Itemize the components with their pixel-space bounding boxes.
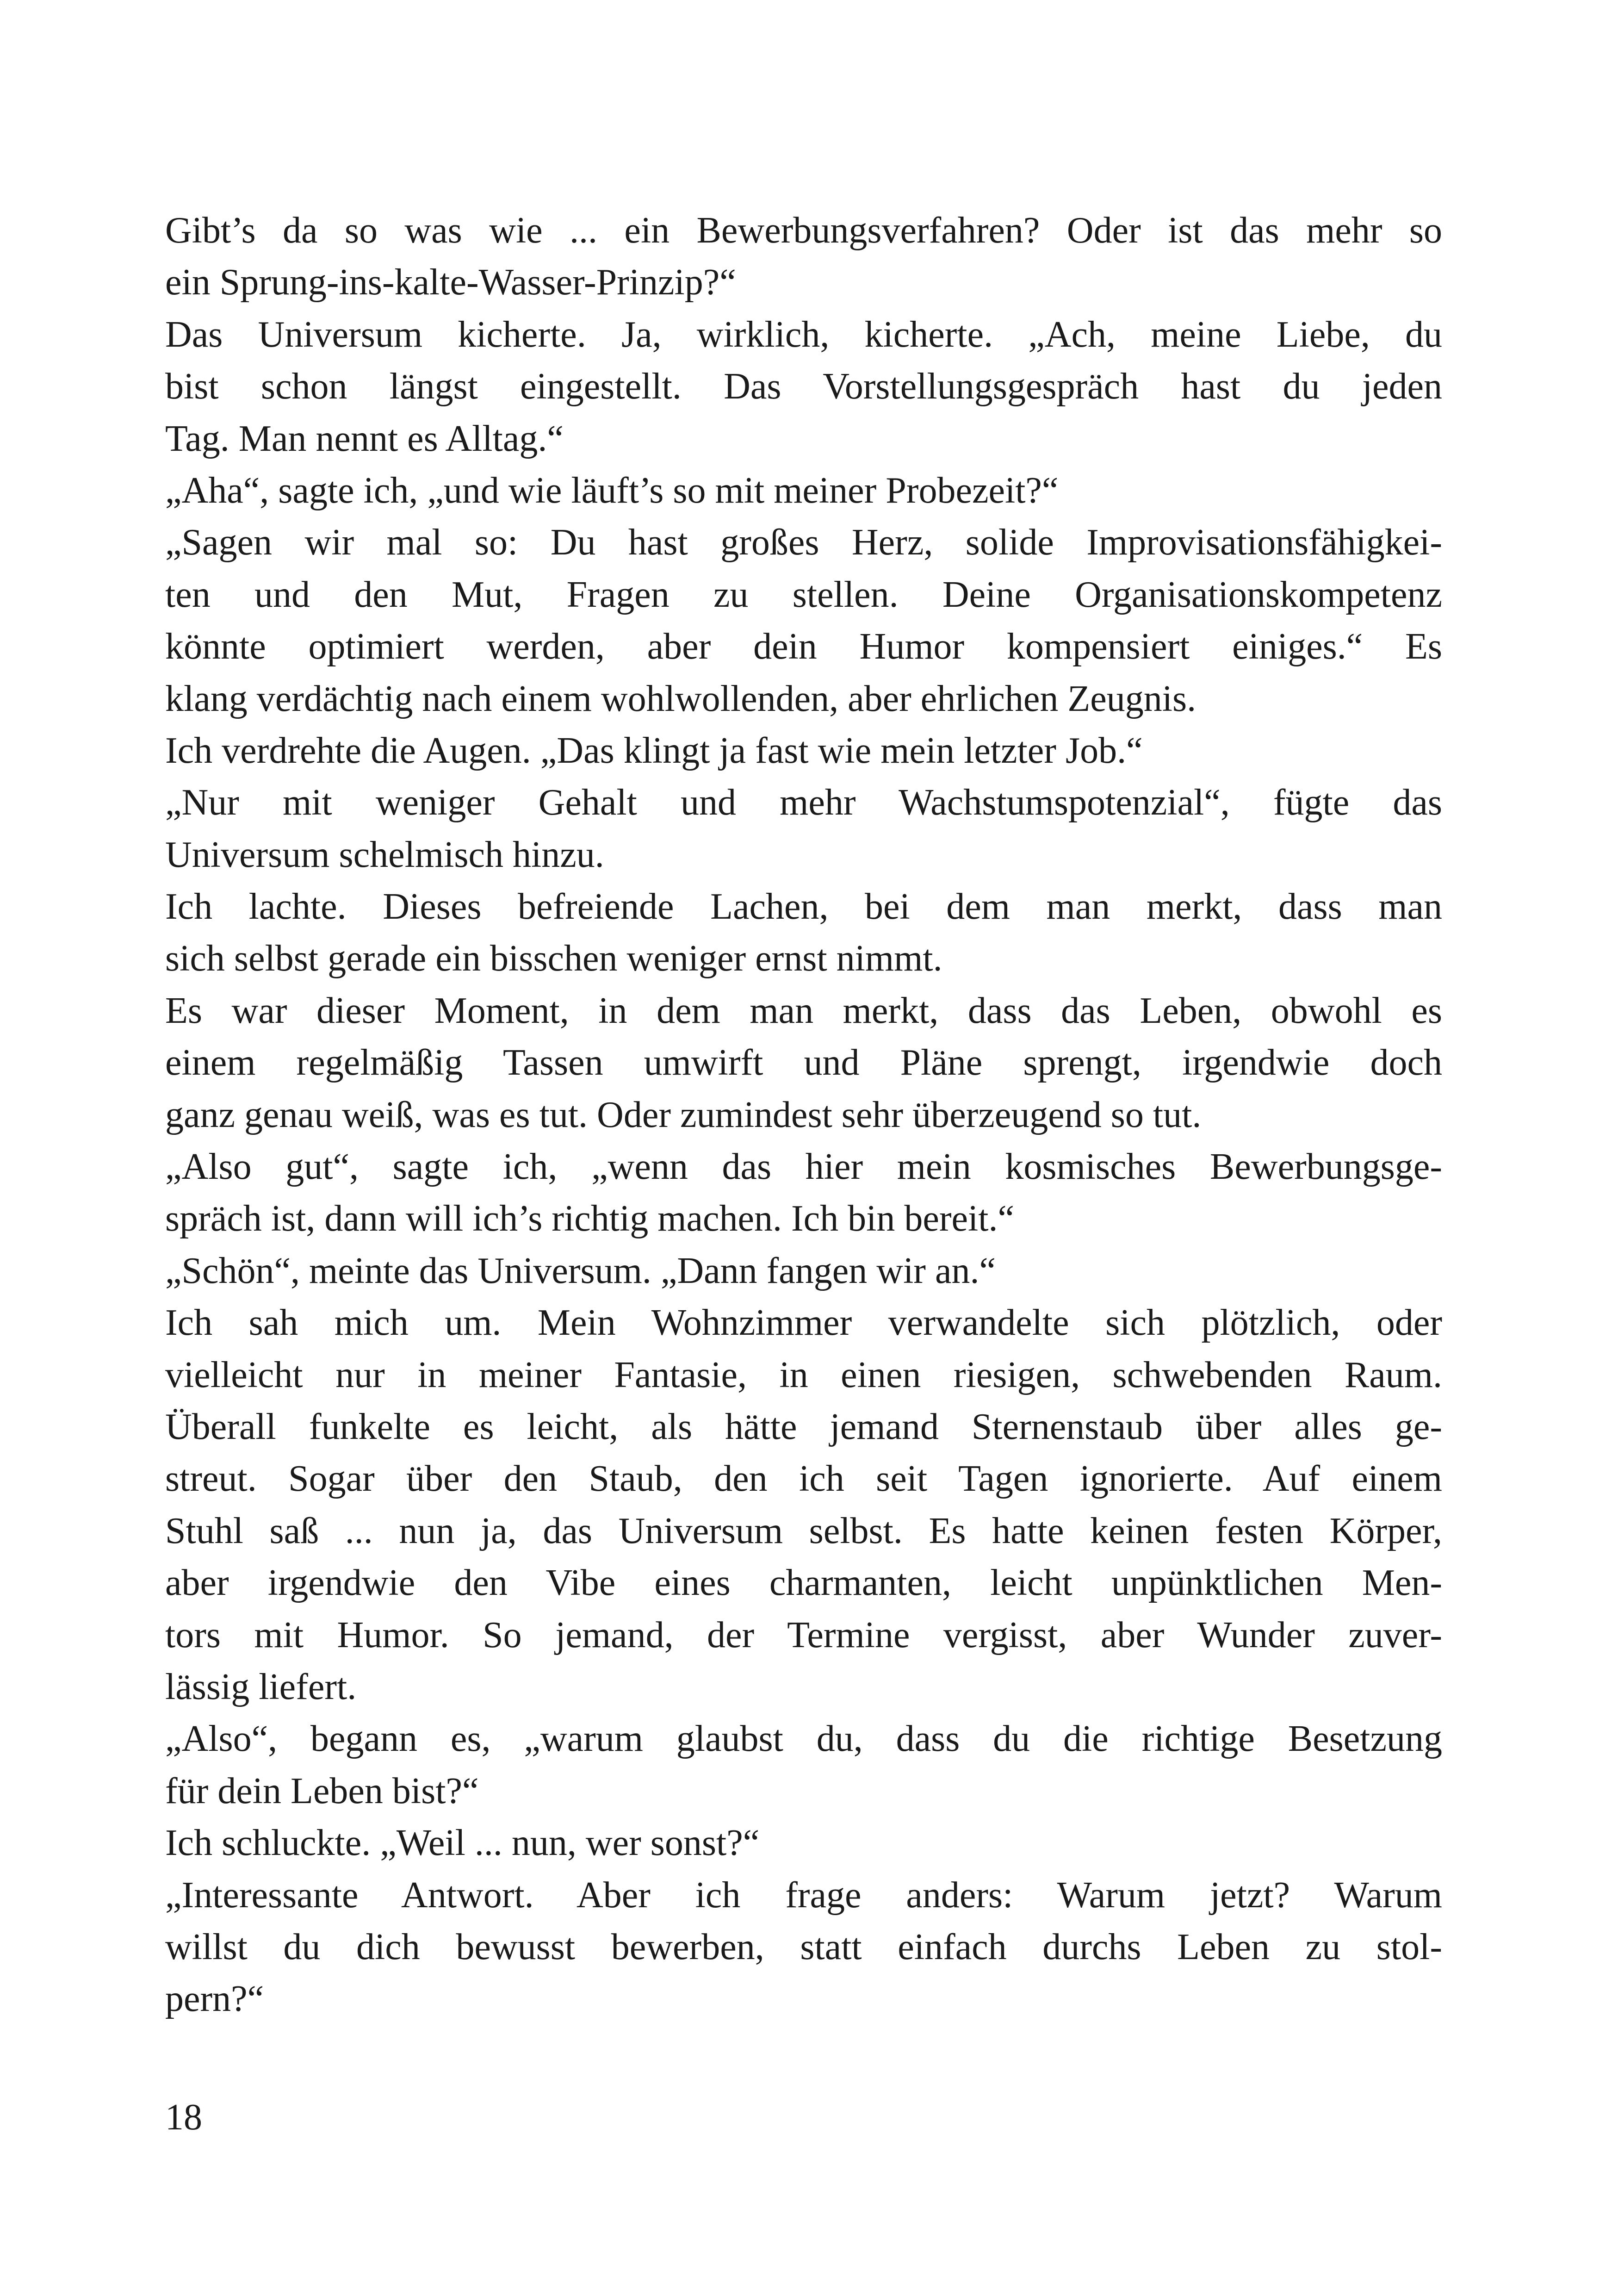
page-number: 18 bbox=[165, 2097, 202, 2138]
text-line: Tag. Man nennt es Alltag.“ bbox=[165, 418, 564, 459]
text-line: ganz genau weiß, was es tut. Oder zumindest sehr überzeugend so tut. bbox=[165, 1094, 1202, 1135]
text-line: „Aha“, sagte ich, „und wie läuft’s so mit meiner Probezeit?“ bbox=[165, 470, 1059, 511]
text-line: Ich lachte. Dieses befreiende Lachen, bei dem man merkt, dass man bbox=[165, 886, 1442, 927]
text-line: könnte optimiert werden, aber dein Humor kompensiert einiges.“ Es bbox=[165, 626, 1442, 667]
text-line: „Interessante Antwort. Aber ich frage anders: Warum jetzt? Warum bbox=[165, 1874, 1442, 1916]
text-line: pern?“ bbox=[165, 1979, 264, 2020]
text-line: Ich schluckte. „Weil ... nun, wer sonst?“ bbox=[165, 1823, 760, 1864]
text-line: bist schon längst eingestellt. Das Vorstellungsgespräch hast du jeden bbox=[165, 366, 1442, 407]
text-line: „Schön“, meinte das Universum. „Dann fangen wir an.“ bbox=[165, 1250, 996, 1291]
text-line: Ich verdrehte die Augen. „Das klingt ja fast wie mein letzter Job.“ bbox=[165, 730, 1143, 771]
text-line: „Nur mit weniger Gehalt und mehr Wachstumspotenzial“, fügte das bbox=[165, 782, 1442, 823]
text-line: Universum schelmisch hinzu. bbox=[165, 834, 604, 875]
text-line: lässig liefert. bbox=[165, 1666, 357, 1707]
text-line: Überall funkelte es leicht, als hätte jemand Sternenstaub über alles ge- bbox=[165, 1406, 1442, 1447]
text-line: streut. Sogar über den Staub, den ich seit Tagen ignorierte. Auf einem bbox=[165, 1458, 1442, 1500]
text-line: tors mit Humor. So jemand, der Termine vergisst, aber Wunder zuver- bbox=[165, 1614, 1442, 1655]
text-line: „Sagen wir mal so: Du hast großes Herz, solide Improvisationsfähigkei- bbox=[165, 522, 1442, 563]
text-line: Es war dieser Moment, in dem man merkt, dass das Leben, obwohl es bbox=[165, 990, 1442, 1031]
text-line: für dein Leben bist?“ bbox=[165, 1770, 479, 1811]
text-line: Das Universum kicherte. Ja, wirklich, kicherte. „Ach, meine Liebe, du bbox=[165, 314, 1442, 355]
text-line: ein Sprung-ins-kalte-Wasser-Prinzip?“ bbox=[165, 262, 736, 303]
text-line: spräch ist, dann will ich’s richtig machen. Ich bin bereit.“ bbox=[165, 1198, 1014, 1239]
body-text bbox=[165, 205, 1442, 2025]
text-line: „Also gut“, sagte ich, „wenn das hier mein kosmisches Bewerbungsge- bbox=[165, 1146, 1442, 1188]
text-line: klang verdächtig nach einem wohlwollenden, aber ehrlichen Zeugnis. bbox=[165, 678, 1196, 719]
text-line: Ich sah mich um. Mein Wohnzimmer verwandelte sich plötzlich, oder bbox=[165, 1302, 1442, 1344]
text-line: „Also“, begann es, „warum glaubst du, dass du die richtige Besetzung bbox=[165, 1718, 1442, 1760]
text-line: aber irgendwie den Vibe eines charmanten, leicht unpünktlichen Men- bbox=[165, 1562, 1442, 1604]
text-line: Gibt’s da so was wie ... ein Bewerbungsverfahren? Oder ist das mehr so bbox=[165, 210, 1442, 251]
text-line: ten und den Mut, Fragen zu stellen. Deine Organisationskompetenz bbox=[165, 574, 1442, 615]
text-line: einem regelmäßig Tassen umwirft und Pläne sprengt, irgendwie doch bbox=[165, 1042, 1442, 1083]
text-line: willst du dich bewusst bewerben, statt einfach durchs Leben zu stol- bbox=[165, 1926, 1442, 1967]
text-line: vielleicht nur in meiner Fantasie, in einen riesigen, schwebenden Raum. bbox=[165, 1354, 1442, 1395]
text-line: sich selbst gerade ein bisschen weniger ernst nimmt. bbox=[165, 938, 942, 979]
text-line: Stuhl saß ... nun ja, das Universum selbst. Es hatte keinen festen Körper, bbox=[165, 1510, 1442, 1551]
